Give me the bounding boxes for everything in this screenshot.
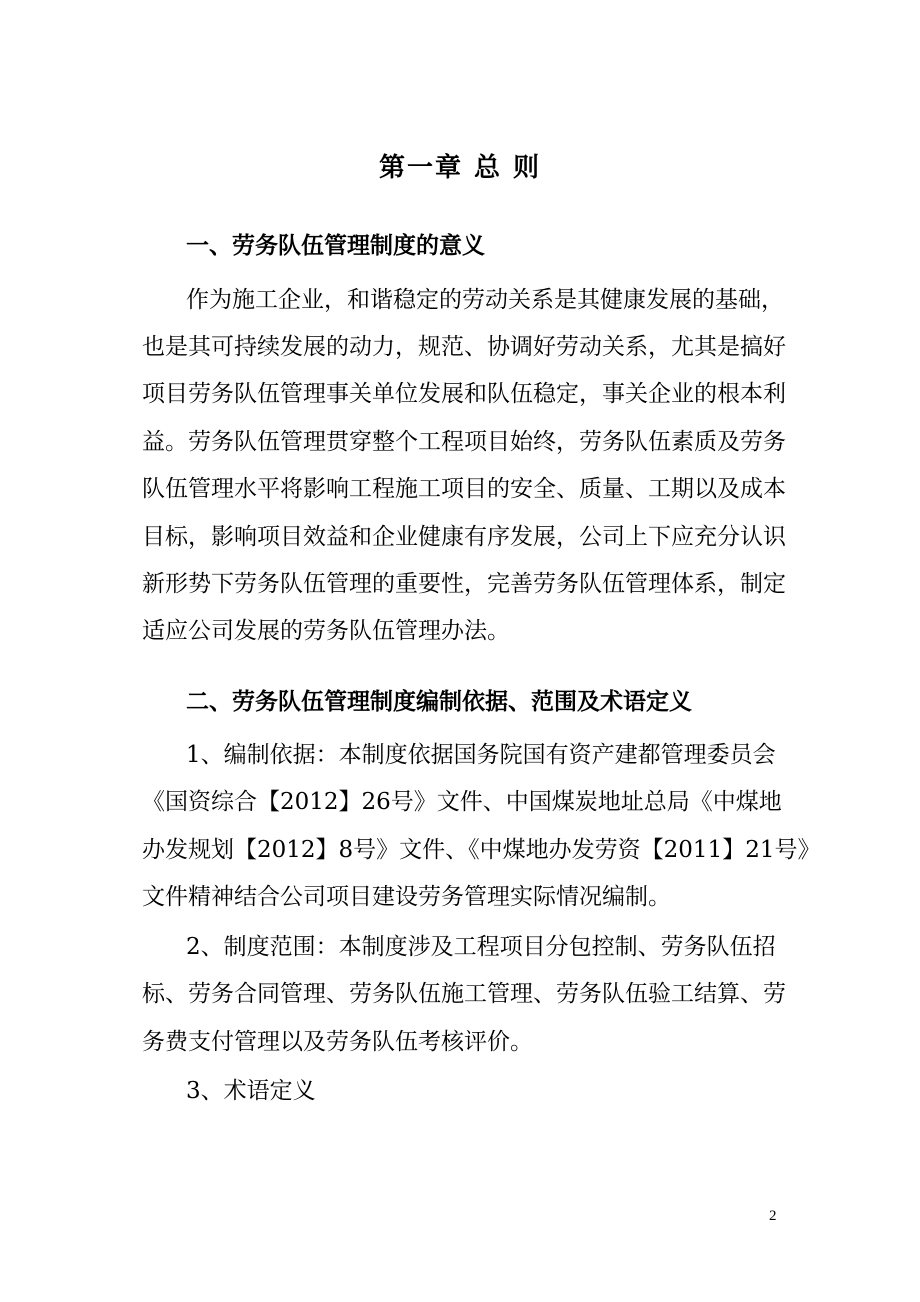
paragraph-line: 2、制度范围：本制度涉及工程项目分包控制、劳务队伍招	[186, 934, 776, 960]
paragraph-line: 目标，影响项目效益和企业健康有序发展，公司上下应充分认识	[142, 524, 786, 550]
paragraph-line: 3、术语定义	[186, 1078, 316, 1104]
paragraph-line: 务费支付管理以及劳务队伍考核评价。	[142, 1029, 533, 1055]
page-number: 2	[769, 1208, 777, 1224]
paragraph-line: 益。劳务队伍管理贯穿整个工程项目始终，劳务队伍素质及劳务	[142, 429, 786, 455]
section-heading-1: 一、劳务队伍管理制度的意义	[186, 232, 485, 259]
paragraph-line: 适应公司发展的劳务队伍管理办法。	[142, 618, 510, 644]
paragraph-line: 《国资综合【2012】26号》文件、中国煤炭地址总局《中煤地	[142, 789, 782, 815]
paragraph-line: 作为施工企业，和谐稳定的劳动关系是其健康发展的基础，	[186, 287, 784, 313]
paragraph-line: 1、编制依据：本制度依据国务院国有资产建都管理委员会	[186, 742, 776, 768]
paragraph-line: 标、劳务合同管理、劳务队伍施工管理、劳务队伍验工结算、劳	[142, 981, 786, 1007]
paragraph-line: 项目劳务队伍管理事关单位发展和队伍稳定，事关企业的根本利	[142, 381, 786, 407]
paragraph-line: 文件精神结合公司项目建设劳务管理实际情况编制。	[142, 884, 671, 910]
chapter-title: 第一章 总 则	[378, 153, 542, 183]
paragraph-line: 队伍管理水平将影响工程施工项目的安全、质量、工期以及成本	[142, 476, 786, 502]
paragraph-line: 新形势下劳务队伍管理的重要性，完善劳务队伍管理体系，制定	[142, 571, 786, 597]
paragraph-line: 办发规划【2012】8号》文件、《中煤地办发劳资【2011】21号》	[142, 837, 821, 863]
section-heading-2: 二、劳务队伍管理制度编制依据、范围及术语定义	[186, 688, 692, 715]
paragraph-line: 也是其可持续发展的动力，规范、协调好劳动关系，尤其是搞好	[142, 334, 786, 360]
